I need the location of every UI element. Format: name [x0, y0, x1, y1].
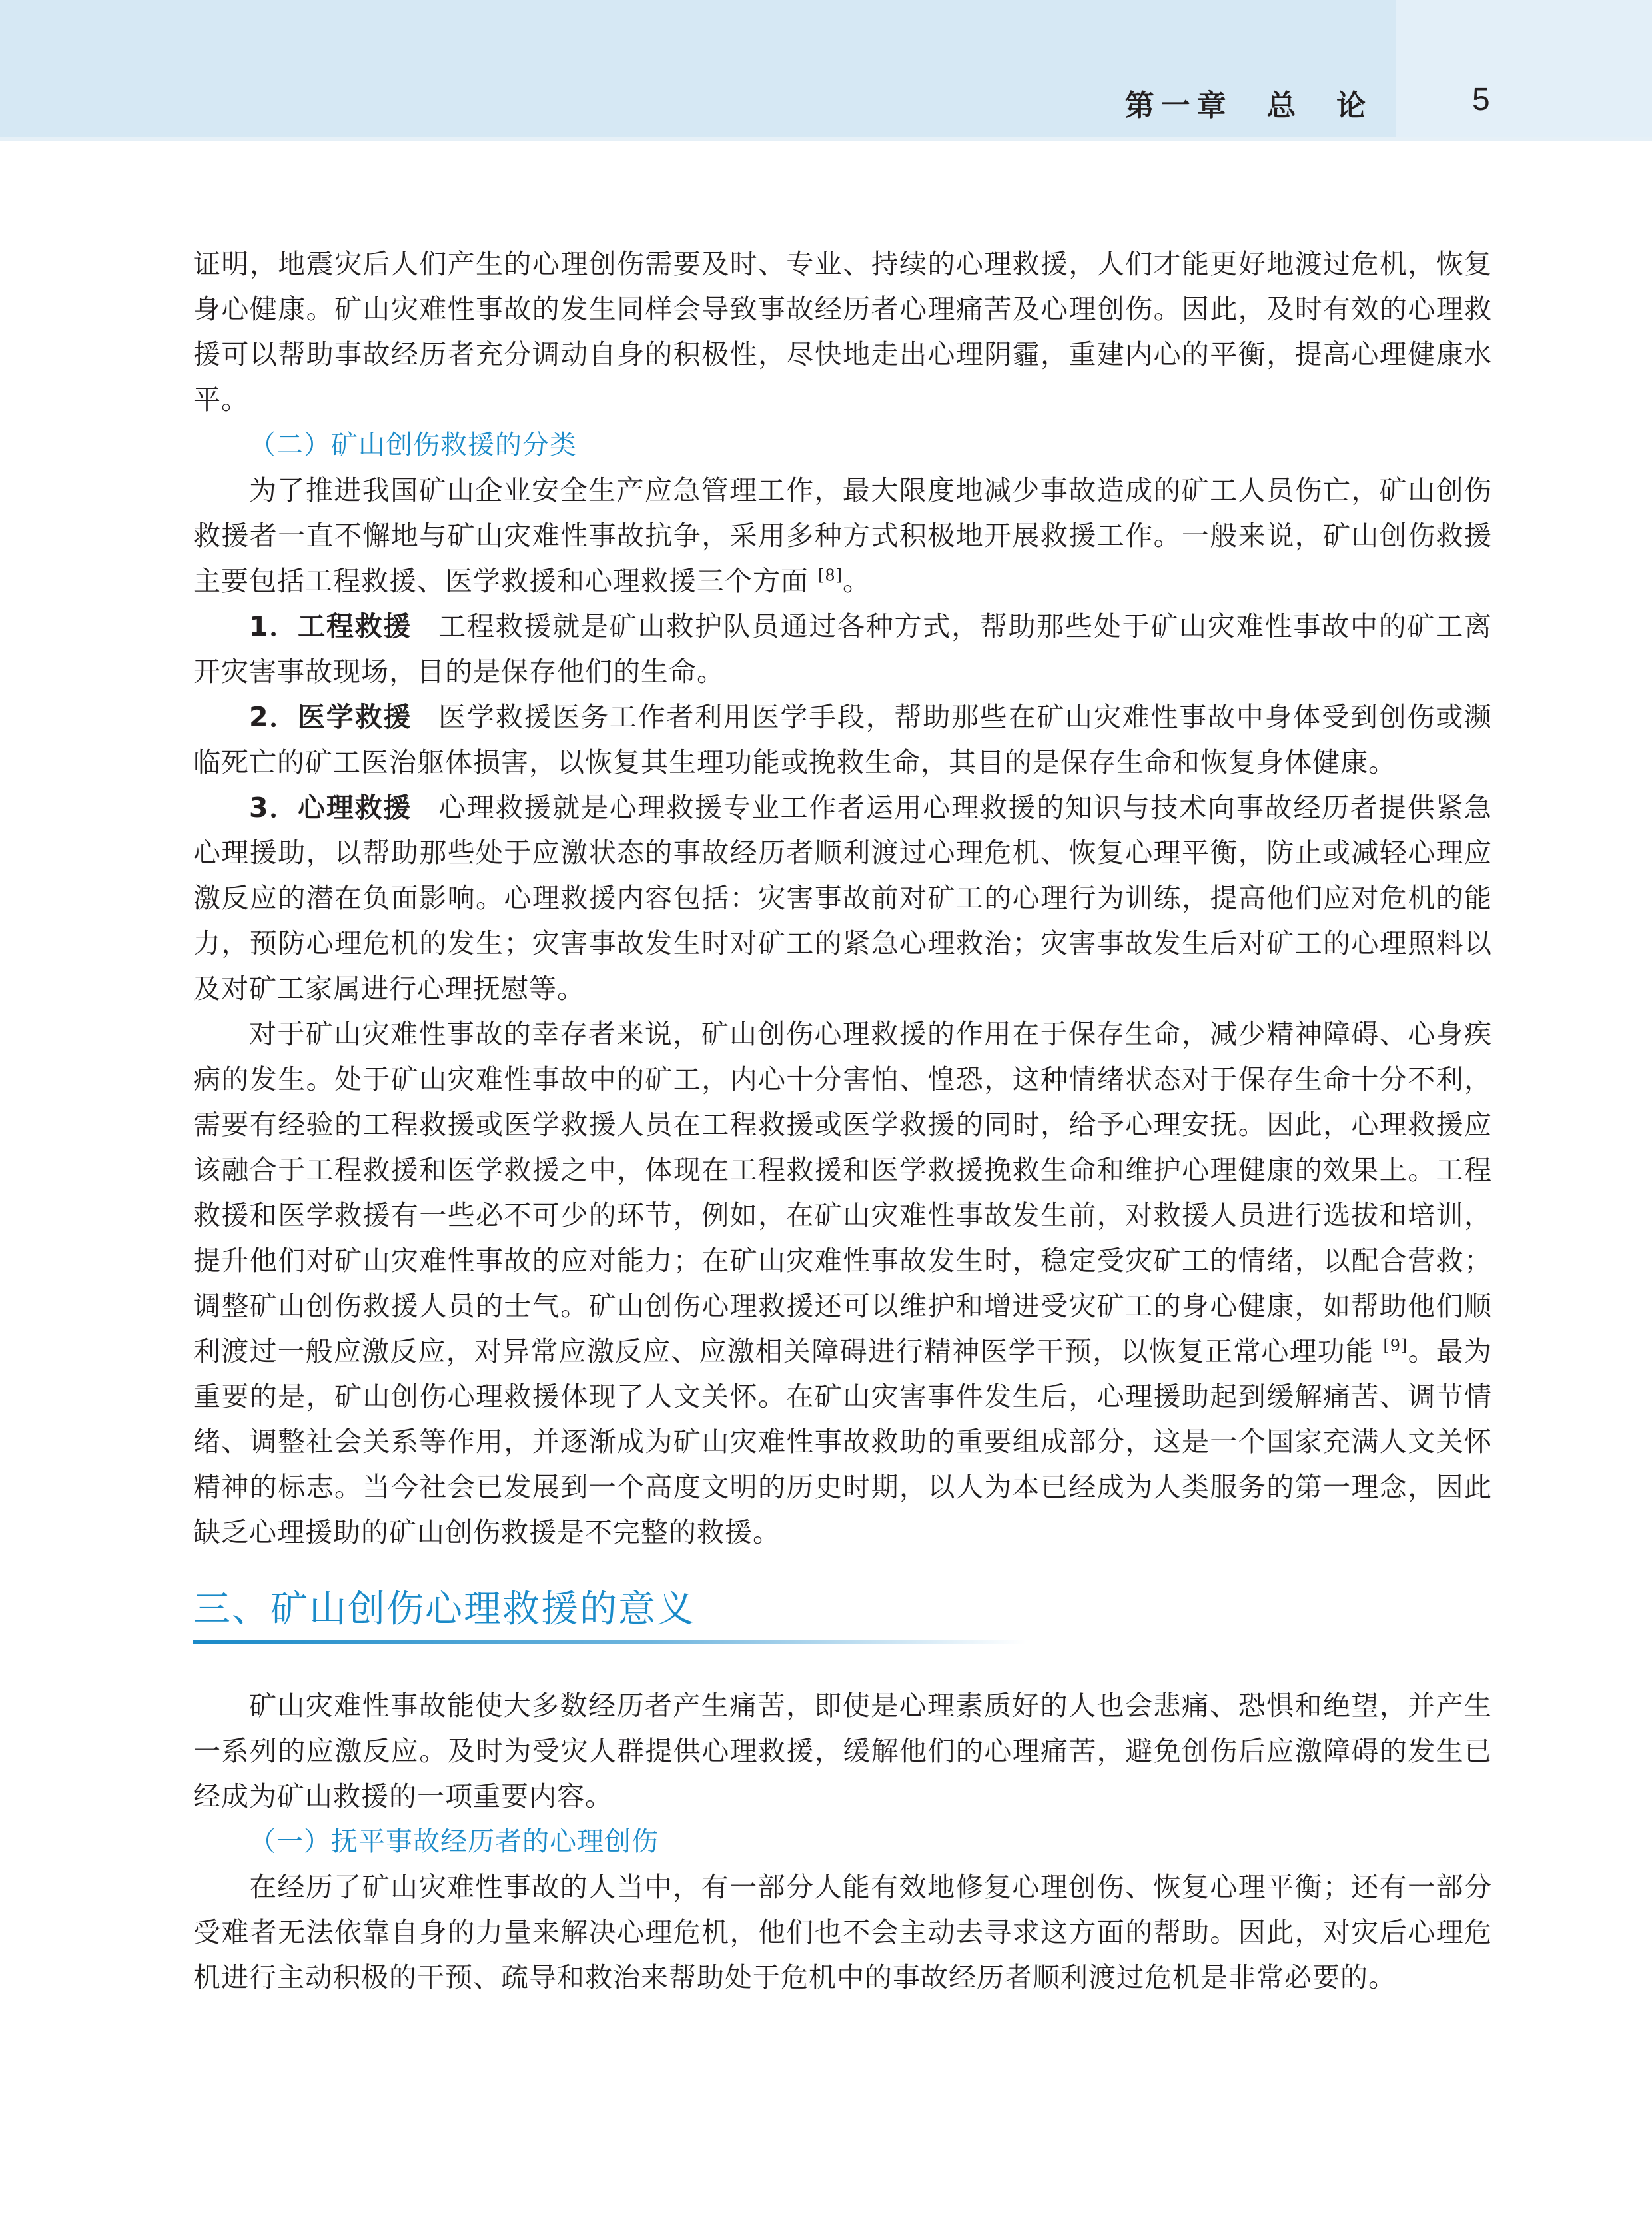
list-item-psychological-rescue [193, 785, 1492, 1011]
paragraph-1: 证明，地震灾后人们产生的心理创伤需要及时、专业、持续的心理救援，人们才能更好地渡过危机，恢复身心健康。矿山灾难性事故的发生同样会导致事故经历者心理痛苦及心理创伤。因此，及时有效的心理救援可以帮助事故经历者充分调动自身的积极性，尽快地走出心理阴霾，重建内心的平衡，提高心理健康水平。 [193, 248, 1492, 416]
item-title-psychological: 3．心理救援 [249, 792, 412, 824]
paragraph-4: 矿山灾难性事故能使大多数经历者产生痛苦，即使是心理素质好的人也会悲痛、恐惧和绝望，并产生一系列的应激反应。及时为受灾人群提供心理救援，缓解他们的心理痛苦，避免创伤后应激障碍的发生已经成为矿山救援的一项重要内容。 [193, 1690, 1492, 1812]
citation-8: [8] [818, 566, 843, 585]
page-number: 5 [1472, 82, 1490, 117]
list-item-engineering-rescue [193, 604, 1492, 694]
chapter-title: 第一章 总 论 [1124, 89, 1372, 123]
paragraph-2 [193, 468, 1492, 604]
paragraph-3-text-a: 对于矿山灾难性事故的幸存者来说，矿山创伤心理救援的作用在于保存生命，减少精神障碍、心身疾病的发生。处于矿山灾难性事故中的矿工，内心十分害怕、惶恐，这种情绪状态对于保存生命十分不利，需要有经验的工程救援或医学救援人员在工程救援或医学救援的同时，给予心理安抚。因此，心理救援应该融合于工程救援和医学救援之中，体现在工程救援和医学救援挽救生命和维护心理健康的效果上。工程救援和医学救援有一些必不可少的环节，例如，在矿山灾难性事故发生前，对救援人员进行选拔和培训，提升他们对矿山灾难性事故的应对能力；在矿山灾难性事故发生时，稳定受灾矿工的情绪，以配合营救；调整矿山创伤救援人员的士气。矿山创伤心理救援还可以维护和增进受灾矿工的身心健康，如帮助他们顺利渡过一般应激反应，对异常应激反应、应激相关障碍进行精神医学干预，以恢复正常心理功能 [193, 1018, 1492, 1367]
section-heading-3 [193, 1583, 1492, 1650]
paragraph-2-end: 。 [843, 565, 871, 597]
item-title-medical: 2．医学救援 [249, 701, 412, 733]
list-item-medical-rescue [193, 694, 1492, 785]
spacer [193, 1650, 1492, 1683]
header-band-corner [1396, 0, 1652, 137]
paragraph-3 [193, 1011, 1492, 1555]
section-title: 三、矿山创伤心理救援的意义 [193, 1588, 695, 1631]
paragraph-3-text-b: 。最为重要的是，矿山创伤心理救援体现了人文关怀。在矿山灾害事件发生后，心理援助起到缓解痛苦、调节情绪、调整社会关系等作用，并逐渐成为矿山灾难性事故救助的重要组成部分，这是一个国家充满人文关怀精神的标志。当今社会已发展到一个高度文明的历史时期，以人为本已经成为人类服务的第一理念，因此缺乏心理援助的矿山创伤救援是不完整的救援。 [193, 1335, 1492, 1548]
section-underline [193, 1640, 1026, 1644]
subheading-soothe-trauma: （一）抚平事故经历者的心理创伤 [249, 1826, 659, 1857]
paragraph-2-text: 为了推进我国矿山企业安全生产应急管理工作，最大限度地减少事故造成的矿工人员伤亡，矿山创伤救援者一直不懈地与矿山灾难性事故抗争，采用多种方式积极地开展救援工作。一般来说，矿山创伤救援主要包括工程救援、医学救援和心理救援三个方面 [193, 474, 1492, 597]
item-text-medical: 医学救援医务工作者利用医学手段，帮助那些在矿山灾难性事故中身体受到创伤或濒临死亡的矿工医治躯体损害，以恢复其生理功能或挽救生命，其目的是保存生命和恢复身体健康。 [193, 701, 1492, 778]
item-text-engineering: 工程救援就是矿山救护队员通过各种方式，帮助那些处于矿山灾难性事故中的矿工离开灾害事故现场，目的是保存他们的生命。 [193, 610, 1492, 688]
citation-9: [9] [1383, 1336, 1408, 1355]
paragraph-5: 在经历了矿山灾难性事故的人当中，有一部分人能有效地修复心理创伤、恢复心理平衡；还有一部分受难者无法依靠自身的力量来解决心理危机，他们也不会主动去寻求这方面的帮助。因此，对灾后心理危机进行主动积极的干预、疏导和救治来帮助处于危机中的事故经历者顺利渡过危机是非常必要的。 [193, 1871, 1492, 1993]
item-title-engineering: 1．工程救援 [249, 610, 412, 642]
subheading-classification: （二）矿山创伤救援的分类 [249, 430, 577, 460]
header-divider [0, 137, 1652, 141]
item-text-psychological: 心理救援就是心理救援专业工作者运用心理救援的知识与技术向事故经历者提供紧急心理援助，以帮助那些处于应激状态的事故经历者顺利渡过心理危机、恢复心理平衡，防止或减轻心理应激反应的潜在负面影响。心理救援内容包括：灾害事故前对矿工的心理行为训练，提高他们应对危机的能力，预防心理危机的发生；灾害事故发生时对矿工的紧急心理救治；灾害事故发生后对矿工的心理照料以及对矿工家属进行心理抚慰等。 [193, 792, 1492, 1005]
page-body [193, 241, 1492, 2000]
